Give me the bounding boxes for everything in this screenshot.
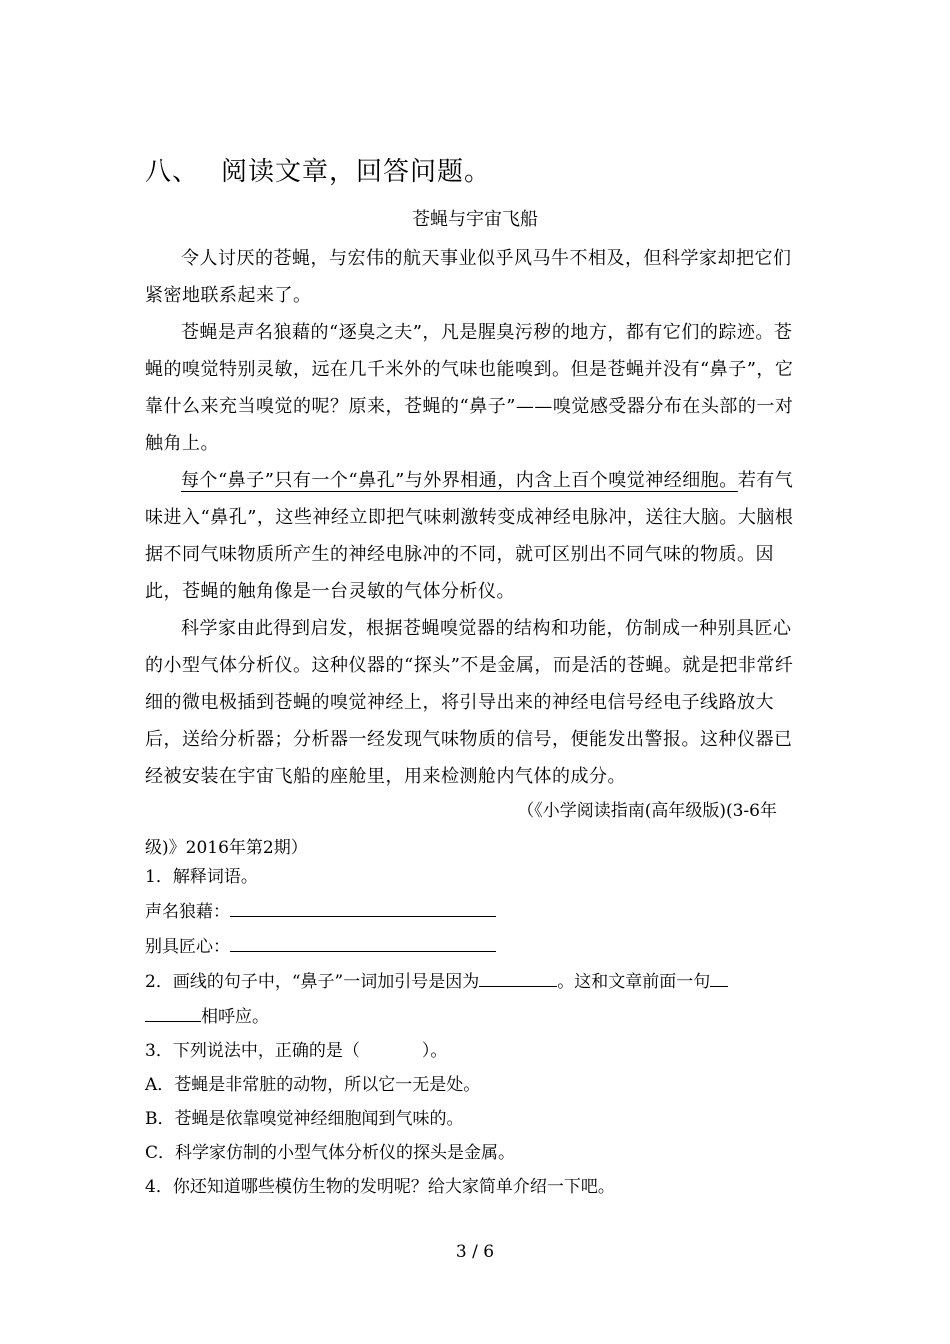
underlined-sentence: 每个“鼻子”只有一个“鼻孔”与外界相通，内含上百个嗅觉神经细胞。: [181, 470, 738, 491]
source-line-1: （《小学阅读指南(高年级版)(3-6年: [517, 801, 777, 821]
article-paragraph-1: 令人讨厌的苍蝇，与宏伟的航天事业似乎风马牛不相及，但科学家却把它们紧密地联系起来了。: [145, 248, 792, 306]
questions: [145, 860, 825, 1204]
section-title: 阅读文章，回答问题。: [221, 157, 492, 187]
question-3-option-a: A．苍蝇是非常脏的动物，所以它一无是处。: [145, 1075, 481, 1095]
question-1: 1．解释词语。: [145, 867, 258, 887]
question-2-part-2: 。这和文章前面一句: [557, 972, 711, 992]
answer-blank-2b-start[interactable]: [710, 964, 728, 987]
article-source: [145, 793, 805, 867]
article-paragraph-2: 苍蝇是声名狼藉的“逐臭之夫”，凡是腥臭污秽的地方，都有它们的踪迹。苍蝇的嗅觉特别灵敏，远在几千米外的气味也能嗅到。但是苍蝇并没有“鼻子”，它靠什么来充当嗅觉的呢？原来，苍蝇的“鼻子”——嗅觉感受器分布在头部的一对触角上。: [145, 322, 794, 454]
article-body: [145, 240, 805, 795]
question-3-part-2: ）。: [421, 1041, 448, 1061]
question-4: 4．你还知道哪些模仿生物的发明呢？给大家简单介绍一下吧。: [145, 1177, 615, 1197]
question-1a-label: 声名狼藉：: [145, 902, 230, 922]
question-3-option-c: C．科学家仿制的小型气体分析仪的探头是金属。: [145, 1143, 516, 1163]
article-paragraph-4: 科学家由此得到启发，根据苍蝇嗅觉器的结构和功能，仿制成一种别具匠心的小型气体分析仪。这种仪器的“探头”不是金属，而是活的苍蝇。就是把非常纤细的微电极插到苍蝇的嗅觉神经上，将引导出来的神经电信号经电子线路放大后，送给分析器；分析器一经发现气味物质的信号，便能发出警报。这种仪器已经被安装在宇宙飞船的座舱里，用来检测舱内气体的成分。: [145, 618, 794, 787]
article-paragraph-3: [145, 462, 805, 610]
answer-blank-1b[interactable]: [230, 929, 496, 952]
question-2-part-3: 相呼应。: [201, 1007, 269, 1027]
section-number: 八、: [145, 157, 200, 187]
paragraph-3-rest: 若有气味进入“鼻孔”，这些神经立即把气味刺激转变成神经电脉冲，送往大脑。大脑根据不同气味物质所产生的神经电脉冲的不同，就可区别出不同气味的物质。因此，苍蝇的触角像是一台灵敏的气体分析仪。: [145, 470, 794, 602]
question-2-line-1: [145, 964, 825, 999]
answer-blank-2a[interactable]: [479, 964, 557, 987]
question-1b-label: 别具匠心：: [145, 937, 230, 957]
answer-blank-1a[interactable]: [230, 894, 496, 917]
source-line-2: 级)》2016年第2期）: [145, 838, 308, 858]
article-title: 苍蝇与宇宙飞船: [412, 209, 538, 230]
question-1a: [145, 894, 825, 929]
page-number: 3 / 6: [455, 1242, 495, 1262]
question-2-part-1: 2．画线的句子中，“鼻子”一词加引号是因为: [145, 972, 480, 992]
question-3-part-1: 3．下列说法中，正确的是（: [145, 1041, 360, 1061]
question-3: [145, 1034, 825, 1068]
question-1b: [145, 929, 825, 964]
answer-blank-2b-end[interactable]: [145, 999, 201, 1022]
question-2-line-2: [145, 999, 825, 1034]
section-heading: [145, 152, 491, 192]
question-3-option-b: B．苍蝇是依靠嗅觉神经细胞闻到气味的。: [145, 1109, 464, 1129]
